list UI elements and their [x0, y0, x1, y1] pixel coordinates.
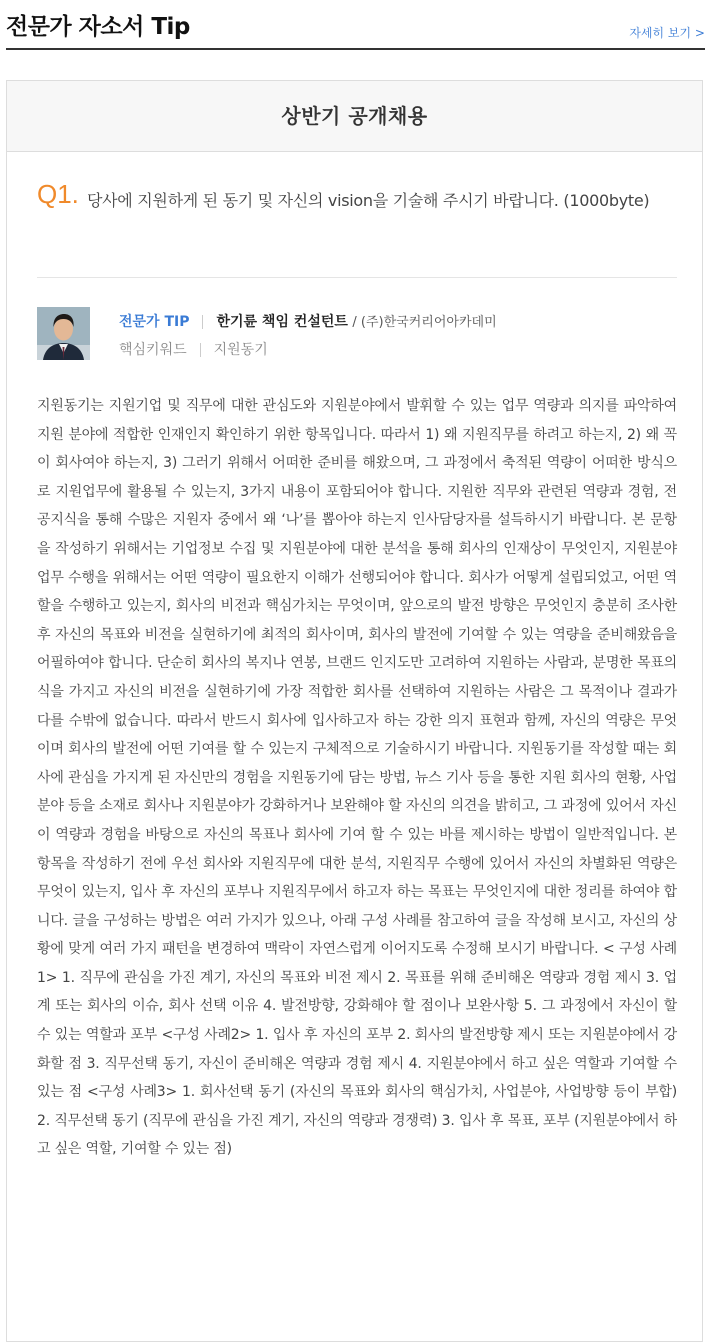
expert-organization: / (주)한국커리어아카데미	[352, 315, 497, 330]
question-number: Q1.	[37, 179, 79, 209]
divider	[200, 343, 201, 357]
keyword-row	[119, 339, 268, 359]
divider	[202, 315, 203, 329]
card-title: 상반기 공개채용	[7, 81, 702, 152]
section-title: 전문가 자소서 Tip	[6, 14, 190, 40]
section-header	[6, 0, 705, 50]
avatar	[37, 307, 90, 360]
expert-tip-label: 전문가 TIP	[119, 314, 190, 330]
question-text: 당사에 지원하게 된 동기 및 자신의 vision을 기술해 주시기 바랍니다. (1000byte)	[87, 191, 650, 210]
question-block	[37, 179, 677, 278]
tip-card	[6, 80, 703, 1342]
expert-name: 한기륜 책임 컨설턴트	[216, 314, 348, 330]
keyword-label: 핵심키워드	[119, 342, 187, 358]
tip-body-text: 지원동기는 지원기업 및 직무에 대한 관심도와 지원분야에서 발휘할 수 있는 업무 역량과 의지를 파악하여 지원 분야에 적합한 인재인지 확인하기 위한 항목입니다. 따라서 1) 왜 지원직무를 하려고 하는지, 2) 왜 꼭 이 회사여야 하는지, 3) 그러기 위해서 어떠한 준비를 해왔으며, 그 과정에서 축적된 역량이 어떠한 방식으로 지원업무에 활용될 수 있는지, 3가지 내용이 포함되어야 합니다. 지원한 직무와 관련된 역량과 경험, 전공지식을 통해 수많은 지원자 중에서 왜 ‘나’를 뽑아야 하는지 인사담당자를 설득하시기 바랍니다. 본 문항을 작성하기 위해서는 기업정보 수집 및 지원분야에 대한 분석을 통해 회사의 인재상이 무엇인지, 지원분야 업무 수행을 위해서는 어떤 역량이 필요한지 이해가 선행되어야 합니다. 회사가 어떻게 설립되었고, 어떤 역할을 수행하고 있는지, 회사의 비전과 핵심가치는 무엇이며, 앞으로의 발전 방향은 무엇인지 충분히 조사한 후 자신의 목표와 비전을 실현하기에 최적의 회사이며, 회사의 발전에 기여할 수 있는 역량을 준비해왔음을 어필하여야 합니다. 단순히 회사의 복지나 연봉, 브랜드 인지도만 고려하여 지원하는 사람과, 분명한 목표의식을 가지고 자신의 비전을 실현하기에 가장 적합한 회사를 선택하여 지원하는 사람은 그 목적이나 결과가 다를 수밖에 없습니다. 따라서 반드시 회사에 입사하고자 하는 강한 의지 표현과 함께, 자신의 역량은 무엇이며 회사의 발전에 어떤 기여를 할 수 있는지 구체적으로 기술하시기 바랍니다. 지원동기를 작성할 때는 회사에 관심을 가지게 된 자신만의 경험을 지원동기에 담는 방법, 뉴스 기사 등을 통한 지원 회사의 현황, 사업 분야 등을 소재로 회사나 지원분야가 강화하거나 보완해야 할 자신의 의견을 밝히고, 그 과정에 있어서 자신이 역량과 경험을 바탕으로 자신의 목표나 회사에 기여 할 수 있는 바를 제시하는 방법이 일반적입니다. 본 항목을 작성하기 전에 우선 회사와 지원직무에 대한 분석, 지원직무 수행에 있어서 자신의 차별화된 역량은 무엇이 있는지, 입사 후 자신의 포부나 지원직무에서 하고자 하는 목표는 무엇인지에 대한 정리를 하여야 합니다. 글을 구성하는 방법은 여러 가지가 있으나, 아래 구성 사례를 참고하여 글을 작성해 보시고, 자신의 상황에 맞게 여러 가지 패턴을 변경하여 맥락이 자연스럽게 이어지도록 수정해 보시기 바랍니다. < 구성 사례1> 1. 직무에 관심을 가진 계기, 자신의 목표와 비전 제시 2. 목표를 위해 준비해온 역량과 경험 제시 3. 업계 또는 회사의 이슈, 회사 선택 이유 4. 발전방향, 강화해야 할 점이나 보완사항 5. 그 과정에서 자신이 할 수 있는 역할과 포부 <구성 사례2> 1. 입사 후 자신의 포부 2. 회사의 발전방향 제시 또는 지원분야에서 강화할 점 3. 직무선택 동기, 자신이 준비해온 역량과 경험 제시 4. 지원분야에서 하고 싶은 역할과 기여할 수 있는 점 <구성 사례3> 1. 회사선택 동기 (자신의 목표와 회사의 핵심가치, 사업분야, 사업방향 등이 부합) 2. 직무선택 동기 (직무에 관심을 가진 계기, 자신의 역량과 경쟁력) 3. 입사 후 목표, 포부 (지원분야에서 하고 싶은 역할, 기여할 수 있는 점)	[37, 398, 677, 1158]
expert-info	[37, 307, 677, 363]
expert-credit	[119, 311, 497, 331]
keyword-value: 지원동기	[213, 342, 268, 358]
more-link[interactable]: 자세히 보기 >	[629, 26, 705, 40]
